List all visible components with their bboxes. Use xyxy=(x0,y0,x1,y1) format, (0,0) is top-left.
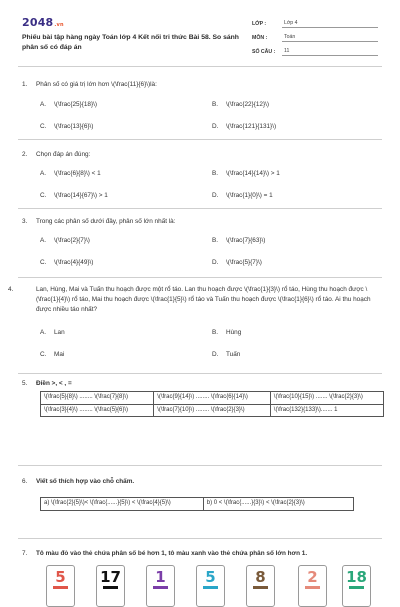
question-6: 6. Viết số thích hợp vào chỗ chấm. xyxy=(22,478,135,485)
option-d[interactable]: D. \(\frac{5}{7}\) xyxy=(212,259,262,266)
question-number: 1. xyxy=(22,81,28,88)
option-a[interactable]: A. \(\frac{6}{8}\) < 1 xyxy=(40,170,101,177)
option-a[interactable]: A. \(\frac{25}{18}\) xyxy=(40,101,97,108)
meta-key: LỚP : xyxy=(252,21,267,27)
divider xyxy=(18,373,382,374)
question-text: Tô màu đỏ vào thẻ chứa phân số bé hơn 1, tô màu xanh vào thẻ chứa phân số lớn hơn 1. xyxy=(36,550,308,557)
divider xyxy=(18,538,382,539)
table-cell[interactable]: \(\frac{10}{15}\) ....... \(\frac{2}{3}\) xyxy=(270,392,383,405)
question-text: Phân số có giá trị lớn hơn \(\frac{11}{6}\)là: xyxy=(36,81,157,88)
option-b[interactable]: B. \(\frac{14}{14}\) > 1 xyxy=(212,170,280,177)
divider xyxy=(18,208,382,209)
card-bar xyxy=(349,586,364,589)
table-cell[interactable]: \(\frac{7}{10}\) ........ \(\frac{2}{3}\) xyxy=(154,404,271,417)
question-7: 7. Tô màu đỏ vào thẻ chứa phân số bé hơn 1, tô màu xanh vào thẻ chứa phân số lớn hơn 1. xyxy=(22,550,308,557)
fraction-card[interactable] xyxy=(196,565,225,607)
option-d[interactable]: D. \(\frac{121}{131}\) xyxy=(212,123,277,130)
table-cell[interactable]: \(\frac{9}{14}\) ........ \(\frac{6}{14}\) xyxy=(154,392,271,405)
question-text: Lan, Hùng, Mai và Tuấn thu hoạch được một rổ táo. Lan thu hoạch được \(\frac{1}{3}\) rổ táo, Hùng thu hoạch được \(\frac{1}{4}\) rổ táo, Mai thu hoạch được \(\frac{1}{5}\) rổ táo và Tuấn thu hoạch được \(\frac{1}{6}\) rổ táo. Ai thu hoạch được nhiều táo nhất? xyxy=(36,286,371,313)
question-2: 2. Chọn đáp án đúng: A. \(\frac{6}{8}\) < 1 B. \(\frac{14}{14}\) > 1 C. \(\frac{14}{67}\) > 1 D. \(\frac{1}{0}\) = 1 xyxy=(22,151,280,199)
meta-key: SỐ CÂU : xyxy=(252,49,276,55)
question-text: Trong các phân số dưới đây, phân số lớn nhất là: xyxy=(36,218,176,225)
divider xyxy=(18,139,382,140)
option-a[interactable]: A. Lan xyxy=(40,329,65,336)
divider xyxy=(18,66,382,67)
divider xyxy=(18,465,382,466)
option-d[interactable]: D. \(\frac{1}{0}\) = 1 xyxy=(212,192,273,199)
meta-value: Lớp 4 xyxy=(282,20,378,28)
table-cell[interactable]: \(\frac{3}{4}\) ........ \(\frac{5}{6}\) xyxy=(41,404,154,417)
card-bar xyxy=(253,586,268,589)
question-text: Viết số thích hợp vào chỗ chấm. xyxy=(36,478,135,485)
meta-row-count xyxy=(252,42,378,56)
option-c[interactable]: C. \(\frac{4}{49}\) xyxy=(40,259,94,266)
question-text: Chọn đáp án đúng: xyxy=(36,151,91,158)
option-a[interactable]: A. \(\frac{2}{7}\) xyxy=(40,237,90,244)
fill-table xyxy=(40,497,354,511)
divider xyxy=(18,277,382,278)
option-b[interactable]: B. \(\frac{22}{12}\) xyxy=(212,101,269,108)
meta-key: MÔN : xyxy=(252,35,268,41)
fraction-card[interactable] xyxy=(342,565,371,607)
site-logo[interactable]: 2048.vn xyxy=(22,16,64,29)
card-numerator: 17 xyxy=(100,568,121,586)
question-5: 5. Điền >, < , = xyxy=(22,380,72,387)
fraction-cards xyxy=(46,565,376,605)
table-cell[interactable]: a) \(\frac{2}{5}\)< \(\frac{......}{5}\) < \(\frac{4}{5}\) xyxy=(41,498,204,511)
fraction-card[interactable] xyxy=(298,565,327,607)
table-cell[interactable]: b) 0 < \(\frac{......}{3}\) < \(\frac{2}{3}\) xyxy=(203,498,353,511)
card-bar xyxy=(53,586,68,589)
meta-value: Toán xyxy=(282,34,378,42)
option-b[interactable]: B. Hùng xyxy=(212,329,242,336)
card-bar xyxy=(203,586,218,589)
meta-row-subject xyxy=(252,28,378,42)
question-text: Điền >, < , = xyxy=(36,380,72,387)
fraction-card[interactable] xyxy=(96,565,125,607)
option-c[interactable]: C. Mai xyxy=(40,351,65,358)
card-numerator: 5 xyxy=(205,568,216,586)
card-numerator: 2 xyxy=(307,568,318,586)
meta-box xyxy=(252,14,378,56)
card-numerator: 18 xyxy=(346,568,367,586)
table-cell[interactable]: \(\frac{5}{8}\) ........ \(\frac{7}{8}\) xyxy=(41,392,154,405)
option-c[interactable]: C. \(\frac{13}{6}\) xyxy=(40,123,94,130)
meta-value: 11 xyxy=(282,48,378,56)
card-bar xyxy=(305,586,320,589)
fraction-card[interactable] xyxy=(246,565,275,607)
card-bar xyxy=(103,586,118,589)
meta-row-class xyxy=(252,14,378,28)
option-d[interactable]: D. Tuấn xyxy=(212,351,241,358)
option-c[interactable]: C. \(\frac{14}{67}\) > 1 xyxy=(40,192,108,199)
card-numerator: 8 xyxy=(255,568,266,586)
question-3: 3. Trong các phân số dưới đây, phân số lớn nhất là: A. \(\frac{2}{7}\) B. \(\frac{7}{63}\) C. \(\frac{4}{49}\) D. \(\frac{5}{7}\) xyxy=(22,218,266,266)
page-title: Phiếu bài tập hàng ngày Toán lớp 4 Kết nối tri thức Bài 58. So sánh phân số có đáp án xyxy=(22,34,239,51)
fraction-card[interactable] xyxy=(146,565,175,607)
card-bar xyxy=(153,586,168,589)
fraction-card[interactable] xyxy=(46,565,75,607)
table-cell[interactable]: \(\frac{132}{133}\)....... 1 xyxy=(270,404,383,417)
option-b[interactable]: B. \(\frac{7}{63}\) xyxy=(212,237,266,244)
card-numerator: 5 xyxy=(55,568,66,586)
question-1 xyxy=(22,80,382,130)
question-4: 4. Lan, Hùng, Mai và Tuấn thu hoạch được một rổ táo. Lan thu hoạch được \(\frac{1}{3}\) rổ táo, Hùng thu hoạch được \(\frac{1}{4}\) rổ táo, Mai thu hoạch được \(\frac{1}{5}\) rổ táo và Tuấn thu hoạch được \(\frac{1}{6}\) rổ táo. Ai thu hoạch được nhiều táo nhất? A. Lan B. Hùng C. Mai D. Tuấn xyxy=(8,286,371,358)
card-numerator: 1 xyxy=(155,568,166,586)
comparison-table xyxy=(40,391,384,417)
